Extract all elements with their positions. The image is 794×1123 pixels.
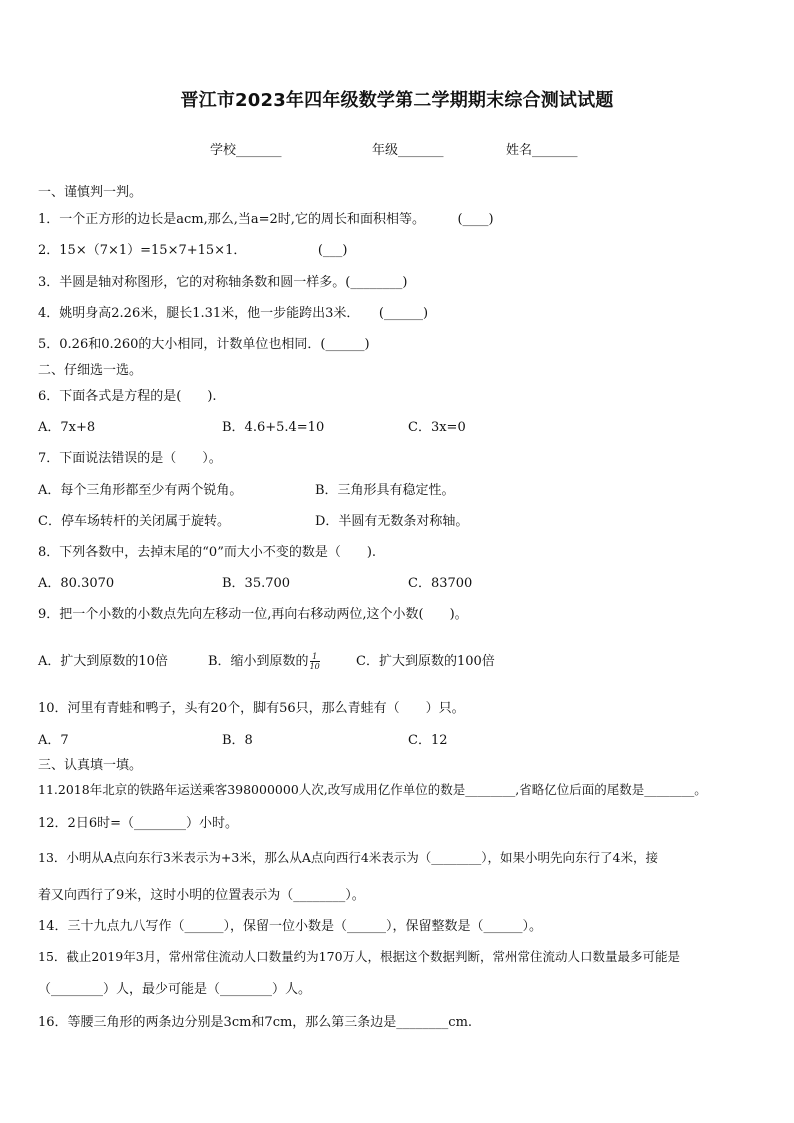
question-5: 5．0.26和0.260的大小相同，计数单位也相同．(______) (38, 337, 370, 352)
fraction-one-tenth (310, 652, 320, 671)
question-9-stem: 9．把一个小数的小数点先向左移动一位,再向右移动两位,这个小数( )。 (38, 607, 468, 622)
question-8-option-a: A．80.3070 (38, 576, 115, 591)
question-11: 11.2018年北京的铁路年运送乘客398000000人次,改写成用亿作单位的数是________,省略亿位后面的尾数是________。 (38, 782, 707, 797)
question-10-stem: 10．河里有青蛙和鸭子，头有20个，脚有56只，那么青蛙有（ ）只。 (38, 701, 465, 716)
question-7-option-c: C．停车场转杆的关闭属于旋转。 (38, 514, 230, 529)
question-10-option-b: B．8 (222, 733, 253, 748)
grade-field: 年级_______ (372, 143, 444, 158)
question-7-stem: 7．下面说法错误的是（ ）。 (38, 451, 222, 466)
question-14: 14．三十九点九八写作（______），保留一位小数是（______），保留整数是（______）。 (38, 919, 543, 934)
section-3-heading: 三、认真填一填。 (38, 758, 143, 773)
fraction-denominator: 10 (309, 662, 320, 671)
page-title: 晋江市2023年四年级数学第二学期期末综合测试试题 (180, 90, 614, 111)
question-13-line-1: 13．小明从A点向东行3米表示为+3米，那么从A点向西行4米表示为（________），如果小明先向东行了4米，接 (38, 850, 658, 865)
question-15-line-2: （________）人，最少可能是（________）人。 (38, 982, 312, 997)
question-7-option-d: D．半圆有无数条对称轴。 (315, 514, 469, 529)
question-9-option-b (208, 650, 320, 671)
question-3: 3．半圆是轴对称图形，它的对称轴条数和圆一样多。(________) (38, 275, 408, 290)
question-10-option-c: C．12 (408, 733, 448, 748)
question-2: 2．15×（7×1）=15×7+15×1． (___) (38, 243, 348, 258)
question-8-option-c: C．83700 (408, 576, 473, 591)
section-1-heading: 一、谨慎判一判。 (38, 185, 143, 200)
question-6-stem: 6．下面各式是方程的是( ). (38, 389, 217, 404)
question-12: 12．2日6时=（________）小时。 (38, 816, 238, 831)
name-field: 姓名_______ (506, 143, 578, 158)
section-2-heading: 二、仔细选一选。 (38, 363, 143, 378)
question-6-option-a: A．7x+8 (38, 420, 96, 435)
question-7-option-a: A．每个三角形都至少有两个锐角。 (38, 483, 243, 498)
question-1: 1．一个正方形的边长是acm,那么,当a=2时,它的周长和面积相等。 (____) (38, 212, 494, 227)
question-9-option-c: C．扩大到原数的100倍 (356, 654, 495, 669)
question-6-option-c: C．3x=0 (408, 420, 466, 435)
fraction-numerator: 1 (310, 652, 320, 662)
question-8-stem: 8．下列各数中，去掉末尾的“0”而大小不变的数是（ ). (38, 545, 377, 560)
question-7-option-b: B．三角形具有稳定性。 (315, 483, 455, 498)
question-15-line-1: 15．截止2019年3月，常州常住流动人口数量约为170万人，根据这个数据判断，常州常住流动人口数量最多可能是 (38, 949, 681, 964)
question-8-option-b: B．35.700 (222, 576, 291, 591)
question-4: 4．姚明身高2.26米，腿长1.31米，他一步能跨出3米． (______) (38, 306, 429, 321)
question-6-option-b: B．4.6+5.4=10 (222, 420, 325, 435)
question-10-option-a: A．7 (38, 733, 69, 748)
question-9-option-b-text: B．缩小到原数的 (208, 654, 309, 669)
question-13-line-2: 着又向西行了9米，这时小明的位置表示为（________）。 (38, 888, 365, 903)
school-field: 学校_______ (210, 143, 282, 158)
question-9-option-a: A．扩大到原数的10倍 (38, 654, 168, 669)
question-16: 16．等腰三角形的两条边分别是3cm和7cm，那么第三条边是________cm. (38, 1015, 473, 1030)
